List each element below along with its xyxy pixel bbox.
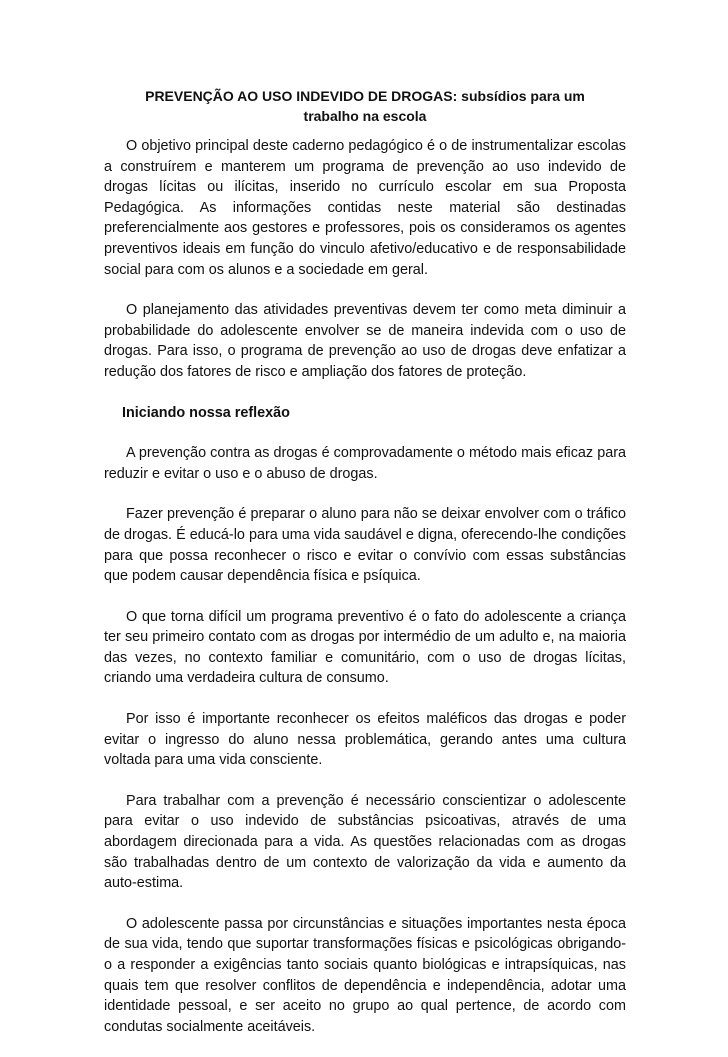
title-line-2: trabalho na escola xyxy=(303,108,427,124)
paragraph-importance: Por isso é importante reconhecer os efeitos maléficos das drogas e poder evitar o ingresso do aluno nessa problemática, gerando antes uma cultura voltada para uma vida consciente. xyxy=(104,711,626,769)
document-title xyxy=(104,86,626,126)
title-line-1: PREVENÇÃO AO USO INDEVIDO DE DROGAS: subsídios para um xyxy=(145,88,585,104)
section-heading: Iniciando nossa reflexão xyxy=(122,404,290,421)
paragraph-planning: O planejamento das atividades preventivas devem ter como meta diminuir a probabilidade do adolescente envolver se de maneira indevida com o uso de drogas. Para isso, o programa de prevenção ao uso de drogas deve enfatizar a redução dos fatores de risco e ampliação dos fatores de proteção. xyxy=(104,302,626,380)
paragraph-prevention-method: A prevenção contra as drogas é comprovadamente o método mais eficaz para reduzir e evitar o uso e o abuso de drogas. xyxy=(104,445,626,482)
paragraph-prevention-definition: Fazer prevenção é preparar o aluno para não se deixar envolver com o tráfico de drogas. É educá-lo para uma vida saudável e digna, oferecendo-lhe condições para que possa reconhecer o risco e evitar o convívio com essas substâncias que podem causar dependência física e psíquica. xyxy=(104,506,626,585)
paragraph-adolescent: O adolescente passa por circunstâncias e situações importantes nesta época de sua vida, tendo que suportar transformações físicas e psicológicas obrigando-o a responder a exigências tanto sociais quanto biológicas e intrapsíquicas, nas quais tem que resolver conflitos de dependência e independência, adotar uma identidade pessoal, e ser aceito no grupo ao qual pertence, de acordo com condutas socialmente aceitáveis. xyxy=(104,915,626,1035)
paragraph-awareness: Para trabalhar com a prevenção é necessário conscientizar o adolescente para evitar o uso indevido de substâncias psicoativas, através de uma abordagem direcionada para a vida. As questões relacionadas com as drogas são trabalhadas dentro de um contexto de valorização da vida e aumento da auto-estima. xyxy=(104,792,626,892)
paragraph-difficulty: O que torna difícil um programa preventivo é o fato do adolescente a criança ter seu primeiro contato com as drogas por intermédio de um adulto e, na maioria das vezes, no contexto familiar e comunitário, com o uso de drogas lícitas, criando uma verdadeira cultura de consumo. xyxy=(104,608,626,687)
document-page xyxy=(104,86,626,1057)
paragraph-objective: O objetivo principal deste caderno pedagógico é o de instrumentalizar escolas a construírem e manterem um programa de prevenção ao uso indevido de drogas lícitas ou ilícitas, inserido no currículo escolar em sua Proposta Pedagógica. As informações contidas neste material são destinadas preferencialmente aos gestores e professores, pois os consideramos os agentes preventivos ideais em função do vinculo afetivo/educativo e de responsabilidade social para com os alunos e a sociedade em geral. xyxy=(104,138,626,278)
